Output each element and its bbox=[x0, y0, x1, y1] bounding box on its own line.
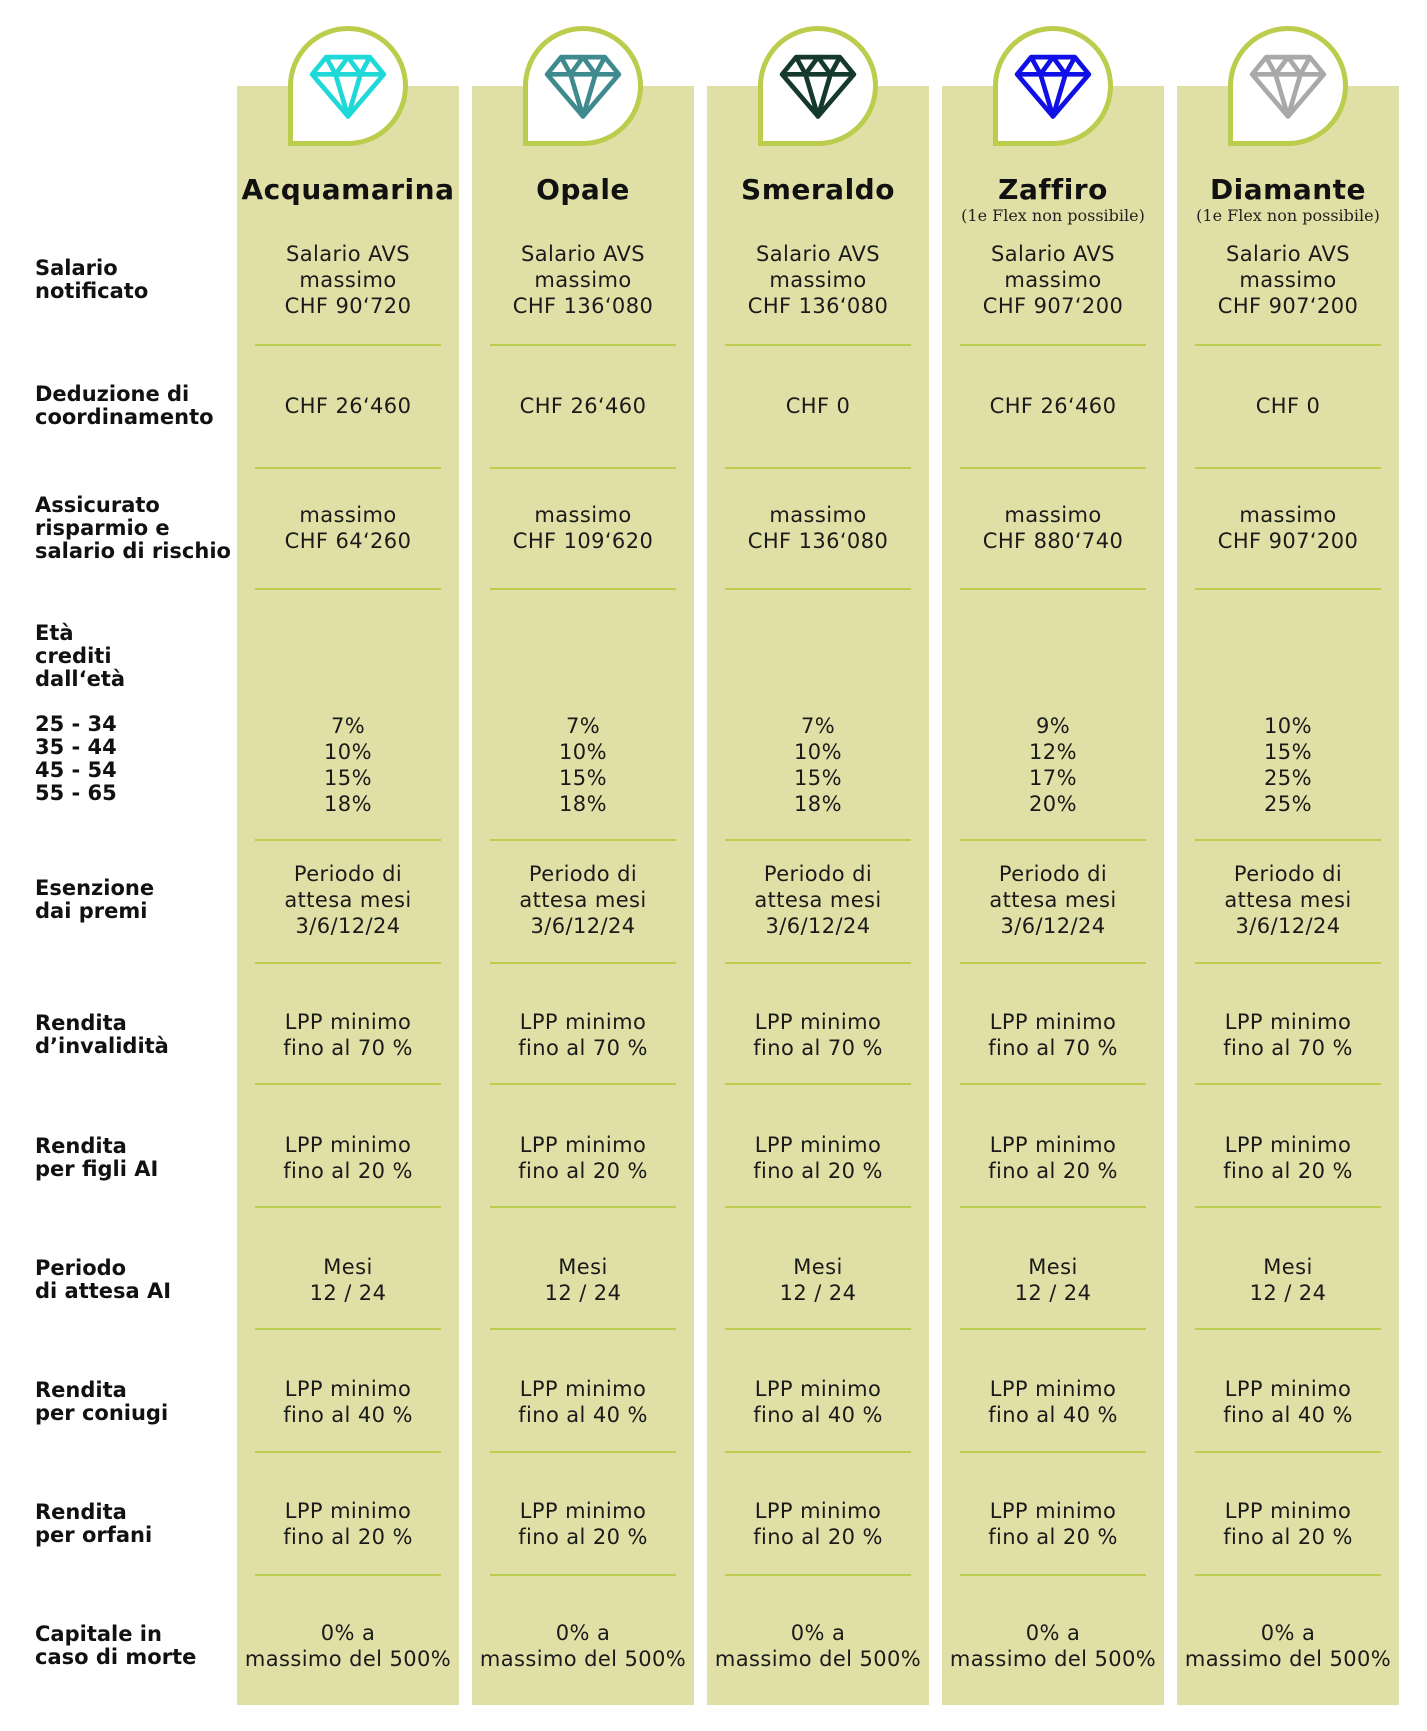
value-line: massimo bbox=[1239, 503, 1337, 527]
value-orfani bbox=[942, 1498, 1164, 1550]
row-divider bbox=[255, 1328, 441, 1330]
row-divider bbox=[960, 1083, 1146, 1085]
value-line: fino al 40 % bbox=[988, 1403, 1118, 1427]
value-line: 10% bbox=[1264, 714, 1312, 738]
value-line: LPP minimo bbox=[1224, 1499, 1352, 1523]
value-line: fino al 70 % bbox=[518, 1036, 648, 1060]
value-line: 3/6/12/24 bbox=[1000, 914, 1106, 938]
value-crediti bbox=[942, 713, 1164, 817]
value-line: fino al 40 % bbox=[518, 1403, 648, 1427]
row-divider bbox=[490, 344, 676, 346]
value-coniugi bbox=[237, 1376, 459, 1428]
value-coniugi bbox=[1177, 1376, 1399, 1428]
value-line: CHF 64‘260 bbox=[284, 529, 412, 553]
value-line: LPP minimo bbox=[989, 1377, 1117, 1401]
row-divider bbox=[725, 1083, 911, 1085]
plan-header bbox=[472, 86, 694, 236]
value-line: attesa mesi bbox=[519, 888, 647, 912]
value-line: 0% a bbox=[555, 1621, 611, 1645]
value-line: massimo bbox=[1004, 503, 1102, 527]
row-divider bbox=[960, 1451, 1146, 1453]
value-line: fino al 20 % bbox=[753, 1159, 883, 1183]
row-label-deduzione bbox=[35, 383, 235, 429]
row-divider bbox=[1195, 467, 1381, 469]
plan-name: Acquamarina bbox=[241, 173, 455, 206]
age-range: 55 - 65 bbox=[35, 781, 117, 805]
diamond-icon bbox=[1014, 52, 1092, 120]
row-divider bbox=[960, 588, 1146, 590]
row-divider bbox=[255, 962, 441, 964]
row-divider bbox=[1195, 1574, 1381, 1576]
value-line: LPP minimo bbox=[284, 1133, 412, 1157]
value-line: massimo bbox=[299, 268, 397, 292]
value-line: Mesi bbox=[558, 1255, 608, 1279]
value-salario bbox=[942, 241, 1164, 319]
row-divider bbox=[490, 839, 676, 841]
value-line: attesa mesi bbox=[754, 888, 882, 912]
value-line: 0% a bbox=[790, 1621, 846, 1645]
value-line: Periodo di bbox=[528, 862, 638, 886]
row-label-line: per orfani bbox=[35, 1523, 153, 1547]
value-line: fino al 20 % bbox=[518, 1159, 648, 1183]
plan-badge bbox=[993, 26, 1113, 146]
value-attesa bbox=[472, 1254, 694, 1306]
value-line: 7% bbox=[330, 714, 366, 738]
row-label-line: Rendita bbox=[35, 1134, 127, 1158]
row-label-invalidita bbox=[35, 1012, 235, 1058]
row-label-line: notificato bbox=[35, 279, 149, 303]
row-divider bbox=[725, 467, 911, 469]
value-figli bbox=[1177, 1132, 1399, 1184]
value-salario bbox=[707, 241, 929, 319]
value-invalidita bbox=[237, 1009, 459, 1061]
value-line: fino al 40 % bbox=[753, 1403, 883, 1427]
plan-column-opale bbox=[472, 86, 694, 1705]
value-line: 12 / 24 bbox=[309, 1281, 387, 1305]
value-line: Periodo di bbox=[293, 862, 403, 886]
row-divider bbox=[725, 839, 911, 841]
row-divider bbox=[255, 467, 441, 469]
row-divider bbox=[255, 1574, 441, 1576]
value-line: Salario AVS bbox=[520, 242, 645, 266]
value-deduzione bbox=[472, 393, 694, 419]
value-line: LPP minimo bbox=[754, 1010, 882, 1034]
diamond-icon bbox=[544, 52, 622, 120]
value-figli bbox=[942, 1132, 1164, 1184]
value-line: massimo del 500% bbox=[244, 1647, 452, 1671]
value-attesa bbox=[237, 1254, 459, 1306]
row-label-line: per figli AI bbox=[35, 1157, 159, 1181]
value-line: LPP minimo bbox=[519, 1499, 647, 1523]
value-line: 25% bbox=[1264, 792, 1312, 816]
value-attesa bbox=[1177, 1254, 1399, 1306]
value-line: fino al 20 % bbox=[1223, 1525, 1353, 1549]
age-ranges bbox=[35, 713, 235, 805]
value-capitale bbox=[237, 1620, 459, 1672]
value-line: 12 / 24 bbox=[1249, 1281, 1327, 1305]
value-line: massimo del 500% bbox=[1184, 1647, 1392, 1671]
diamond-icon bbox=[1249, 52, 1327, 120]
diamond-icon bbox=[779, 52, 857, 120]
plan-name: Zaffiro bbox=[998, 173, 1108, 206]
row-divider bbox=[725, 344, 911, 346]
value-line: 18% bbox=[559, 792, 607, 816]
value-line: massimo del 500% bbox=[714, 1647, 922, 1671]
value-line: 3/6/12/24 bbox=[295, 914, 401, 938]
value-line: massimo bbox=[769, 268, 867, 292]
plan-note: (1e Flex non possibile) bbox=[961, 206, 1145, 225]
value-figli bbox=[237, 1132, 459, 1184]
value-invalidita bbox=[1177, 1009, 1399, 1061]
value-line: 0% a bbox=[1025, 1621, 1081, 1645]
row-label-line: Rendita bbox=[35, 1500, 127, 1524]
row-label-line: Esenzione bbox=[35, 876, 155, 900]
value-line: CHF 26‘460 bbox=[519, 394, 647, 418]
value-line: LPP minimo bbox=[989, 1010, 1117, 1034]
value-line: CHF 0 bbox=[1255, 394, 1321, 418]
value-line: 20% bbox=[1029, 792, 1077, 816]
row-label-line: Assicurato bbox=[35, 492, 160, 517]
value-assicurato bbox=[707, 502, 929, 554]
row-label-line: Periodo bbox=[35, 1256, 127, 1280]
value-line: attesa mesi bbox=[989, 888, 1117, 912]
row-label-line: Età bbox=[35, 621, 74, 645]
plan-note: (1e Flex non possibile) bbox=[1196, 206, 1380, 225]
age-range: 35 - 44 bbox=[35, 735, 117, 759]
plan-badge bbox=[523, 26, 643, 146]
value-line: massimo bbox=[299, 503, 397, 527]
value-line: 10% bbox=[559, 740, 607, 764]
value-line: Periodo di bbox=[1233, 862, 1343, 886]
row-label-line: per coniugi bbox=[35, 1401, 169, 1425]
row-divider bbox=[1195, 588, 1381, 590]
value-assicurato bbox=[237, 502, 459, 554]
value-line: 0% a bbox=[1260, 1621, 1316, 1645]
value-capitale bbox=[472, 1620, 694, 1672]
value-line: fino al 20 % bbox=[1223, 1159, 1353, 1183]
value-line: CHF 136‘080 bbox=[747, 529, 889, 553]
row-divider bbox=[1195, 1083, 1381, 1085]
value-line: 7% bbox=[565, 714, 601, 738]
value-line: massimo bbox=[1004, 268, 1102, 292]
value-capitale bbox=[707, 1620, 929, 1672]
row-label-line: Salario bbox=[35, 256, 118, 280]
value-coniugi bbox=[472, 1376, 694, 1428]
value-orfani bbox=[472, 1498, 694, 1550]
row-divider bbox=[725, 1206, 911, 1208]
row-divider bbox=[490, 1574, 676, 1576]
value-attesa bbox=[942, 1254, 1164, 1306]
value-line: 12 / 24 bbox=[544, 1281, 622, 1305]
value-line: 15% bbox=[1264, 740, 1312, 764]
value-line: CHF 26‘460 bbox=[989, 394, 1117, 418]
row-divider bbox=[1195, 1451, 1381, 1453]
row-label-crediti bbox=[35, 622, 235, 691]
value-line: 15% bbox=[324, 766, 372, 790]
row-label-salario bbox=[35, 257, 235, 303]
value-line: 0% a bbox=[320, 1621, 376, 1645]
value-line: LPP minimo bbox=[519, 1133, 647, 1157]
value-line: Mesi bbox=[793, 1255, 843, 1279]
value-salario bbox=[472, 241, 694, 319]
value-esenzione bbox=[237, 861, 459, 939]
plan-column-diamante bbox=[1177, 86, 1399, 1705]
plan-column-smeraldo bbox=[707, 86, 929, 1705]
row-label-line: Rendita bbox=[35, 1378, 127, 1402]
value-line: 10% bbox=[794, 740, 842, 764]
row-divider bbox=[255, 1206, 441, 1208]
value-line: LPP minimo bbox=[519, 1010, 647, 1034]
plan-header bbox=[237, 86, 459, 236]
row-label-esenzione bbox=[35, 877, 235, 923]
value-line: massimo bbox=[1239, 268, 1337, 292]
value-line: LPP minimo bbox=[754, 1499, 882, 1523]
value-orfani bbox=[707, 1498, 929, 1550]
value-line: 10% bbox=[324, 740, 372, 764]
value-figli bbox=[472, 1132, 694, 1184]
plan-header bbox=[1177, 86, 1399, 236]
plan-badge bbox=[288, 26, 408, 146]
value-line: LPP minimo bbox=[1224, 1010, 1352, 1034]
value-esenzione bbox=[942, 861, 1164, 939]
value-line: LPP minimo bbox=[1224, 1377, 1352, 1401]
row-divider bbox=[725, 1574, 911, 1576]
value-line: CHF 26‘460 bbox=[284, 394, 412, 418]
value-line: CHF 907‘200 bbox=[1217, 529, 1359, 553]
value-deduzione bbox=[707, 393, 929, 419]
row-label-line: coordinamento bbox=[35, 405, 214, 429]
value-line: 7% bbox=[800, 714, 836, 738]
row-divider bbox=[725, 1328, 911, 1330]
row-divider bbox=[1195, 1328, 1381, 1330]
value-assicurato bbox=[942, 502, 1164, 554]
diamond-icon bbox=[309, 52, 387, 120]
value-line: massimo bbox=[534, 503, 632, 527]
value-line: 12 / 24 bbox=[1014, 1281, 1092, 1305]
value-crediti bbox=[707, 713, 929, 817]
row-divider bbox=[725, 1451, 911, 1453]
value-line: fino al 70 % bbox=[1223, 1036, 1353, 1060]
value-line: CHF 880‘740 bbox=[982, 529, 1124, 553]
value-line: fino al 40 % bbox=[1223, 1403, 1353, 1427]
value-line: 15% bbox=[559, 766, 607, 790]
row-divider bbox=[490, 588, 676, 590]
value-deduzione bbox=[237, 393, 459, 419]
value-line: CHF 907‘200 bbox=[1217, 294, 1359, 318]
row-divider bbox=[255, 1451, 441, 1453]
value-line: 17% bbox=[1029, 766, 1077, 790]
value-esenzione bbox=[1177, 861, 1399, 939]
value-salario bbox=[1177, 241, 1399, 319]
row-divider bbox=[490, 1451, 676, 1453]
row-label-figli bbox=[35, 1135, 235, 1181]
value-assicurato bbox=[1177, 502, 1399, 554]
row-label-line: dall‘età bbox=[35, 667, 126, 691]
row-label-line: salario di rischio bbox=[35, 538, 231, 563]
value-line: LPP minimo bbox=[284, 1499, 412, 1523]
value-line: Periodo di bbox=[763, 862, 873, 886]
plan-name: Smeraldo bbox=[741, 173, 895, 206]
plan-column-acquamarina bbox=[237, 86, 459, 1705]
value-line: massimo bbox=[769, 503, 867, 527]
row-divider bbox=[490, 1328, 676, 1330]
row-divider bbox=[960, 962, 1146, 964]
row-divider bbox=[960, 344, 1146, 346]
value-line: 12% bbox=[1029, 740, 1077, 764]
value-line: 15% bbox=[794, 766, 842, 790]
value-esenzione bbox=[707, 861, 929, 939]
value-crediti bbox=[237, 713, 459, 817]
age-range: 45 - 54 bbox=[35, 758, 117, 782]
value-attesa bbox=[707, 1254, 929, 1306]
value-line: Mesi bbox=[1028, 1255, 1078, 1279]
value-line: CHF 0 bbox=[785, 394, 851, 418]
row-divider bbox=[255, 839, 441, 841]
row-divider bbox=[255, 344, 441, 346]
value-line: fino al 20 % bbox=[283, 1159, 413, 1183]
value-esenzione bbox=[472, 861, 694, 939]
value-line: Salario AVS bbox=[285, 242, 410, 266]
value-line: CHF 136‘080 bbox=[512, 294, 654, 318]
value-assicurato bbox=[472, 502, 694, 554]
value-capitale bbox=[1177, 1620, 1399, 1672]
row-divider bbox=[255, 1083, 441, 1085]
value-line: attesa mesi bbox=[1224, 888, 1352, 912]
value-line: 9% bbox=[1035, 714, 1071, 738]
row-divider bbox=[960, 1206, 1146, 1208]
value-line: LPP minimo bbox=[1224, 1133, 1352, 1157]
row-divider bbox=[725, 962, 911, 964]
value-line: Salario AVS bbox=[1225, 242, 1350, 266]
plan-name: Diamante bbox=[1209, 173, 1367, 206]
value-line: massimo bbox=[534, 268, 632, 292]
plan-name: Opale bbox=[536, 173, 630, 206]
row-label-line: Rendita bbox=[35, 1011, 127, 1035]
value-line: LPP minimo bbox=[989, 1499, 1117, 1523]
row-label-attesa bbox=[35, 1257, 235, 1303]
value-line: LPP minimo bbox=[284, 1010, 412, 1034]
value-figli bbox=[707, 1132, 929, 1184]
row-label-line: risparmio e bbox=[35, 515, 170, 540]
value-line: CHF 907‘200 bbox=[982, 294, 1124, 318]
value-line: fino al 20 % bbox=[988, 1525, 1118, 1549]
row-divider bbox=[490, 1083, 676, 1085]
value-line: LPP minimo bbox=[284, 1377, 412, 1401]
row-label-line: di attesa AI bbox=[35, 1279, 172, 1303]
plan-badge bbox=[758, 26, 878, 146]
row-divider bbox=[490, 962, 676, 964]
value-line: CHF 136‘080 bbox=[747, 294, 889, 318]
value-line: CHF 90‘720 bbox=[284, 294, 412, 318]
value-line: LPP minimo bbox=[519, 1377, 647, 1401]
value-line: Salario AVS bbox=[755, 242, 880, 266]
value-line: 3/6/12/24 bbox=[765, 914, 871, 938]
value-line: fino al 70 % bbox=[283, 1036, 413, 1060]
age-range: 25 - 34 bbox=[35, 712, 117, 736]
value-deduzione bbox=[942, 393, 1164, 419]
value-line: fino al 40 % bbox=[283, 1403, 413, 1427]
value-coniugi bbox=[707, 1376, 929, 1428]
value-coniugi bbox=[942, 1376, 1164, 1428]
value-line: 18% bbox=[324, 792, 372, 816]
value-line: fino al 20 % bbox=[283, 1525, 413, 1549]
value-orfani bbox=[1177, 1498, 1399, 1550]
row-divider bbox=[725, 588, 911, 590]
value-crediti bbox=[472, 713, 694, 817]
row-divider bbox=[1195, 1206, 1381, 1208]
value-line: attesa mesi bbox=[284, 888, 412, 912]
value-line: massimo del 500% bbox=[479, 1647, 687, 1671]
value-line: LPP minimo bbox=[989, 1133, 1117, 1157]
value-line: Mesi bbox=[1263, 1255, 1313, 1279]
value-invalidita bbox=[942, 1009, 1164, 1061]
row-label-line: Capitale in bbox=[35, 1622, 162, 1646]
value-line: Periodo di bbox=[998, 862, 1108, 886]
value-salario bbox=[237, 241, 459, 319]
value-line: fino al 20 % bbox=[518, 1525, 648, 1549]
row-divider bbox=[1195, 344, 1381, 346]
value-line: 3/6/12/24 bbox=[530, 914, 636, 938]
value-line: 18% bbox=[794, 792, 842, 816]
row-label-coniugi bbox=[35, 1379, 235, 1425]
value-line: 25% bbox=[1264, 766, 1312, 790]
row-divider bbox=[255, 588, 441, 590]
plan-header bbox=[942, 86, 1164, 236]
row-divider bbox=[1195, 962, 1381, 964]
row-divider bbox=[1195, 839, 1381, 841]
value-invalidita bbox=[707, 1009, 929, 1061]
value-line: fino al 70 % bbox=[753, 1036, 883, 1060]
row-divider bbox=[490, 1206, 676, 1208]
row-label-capitale bbox=[35, 1623, 235, 1669]
plan-header bbox=[707, 86, 929, 236]
value-orfani bbox=[237, 1498, 459, 1550]
value-invalidita bbox=[472, 1009, 694, 1061]
value-capitale bbox=[942, 1620, 1164, 1672]
value-line: Salario AVS bbox=[990, 242, 1115, 266]
row-divider bbox=[490, 467, 676, 469]
value-line: LPP minimo bbox=[754, 1377, 882, 1401]
row-label-line: dai premi bbox=[35, 899, 148, 923]
row-label-line: d’invalidità bbox=[35, 1034, 169, 1058]
value-line: 3/6/12/24 bbox=[1235, 914, 1341, 938]
plan-column-zaffiro bbox=[942, 86, 1164, 1705]
value-line: LPP minimo bbox=[754, 1133, 882, 1157]
value-line: CHF 109‘620 bbox=[512, 529, 654, 553]
value-line: massimo del 500% bbox=[949, 1647, 1157, 1671]
value-line: Mesi bbox=[323, 1255, 373, 1279]
row-divider bbox=[960, 467, 1146, 469]
row-label-orfani bbox=[35, 1501, 235, 1547]
plan-badge bbox=[1228, 26, 1348, 146]
row-label-assicurato bbox=[35, 494, 235, 563]
value-crediti bbox=[1177, 713, 1399, 817]
row-label-line: Deduzione di bbox=[35, 382, 190, 406]
row-label-line: caso di morte bbox=[35, 1645, 197, 1669]
value-deduzione bbox=[1177, 393, 1399, 419]
value-line: 12 / 24 bbox=[779, 1281, 857, 1305]
value-line: fino al 70 % bbox=[988, 1036, 1118, 1060]
row-divider bbox=[960, 839, 1146, 841]
row-divider bbox=[960, 1574, 1146, 1576]
value-line: fino al 20 % bbox=[753, 1525, 883, 1549]
value-line: fino al 20 % bbox=[988, 1159, 1118, 1183]
row-divider bbox=[960, 1328, 1146, 1330]
row-label-line: crediti bbox=[35, 644, 112, 668]
